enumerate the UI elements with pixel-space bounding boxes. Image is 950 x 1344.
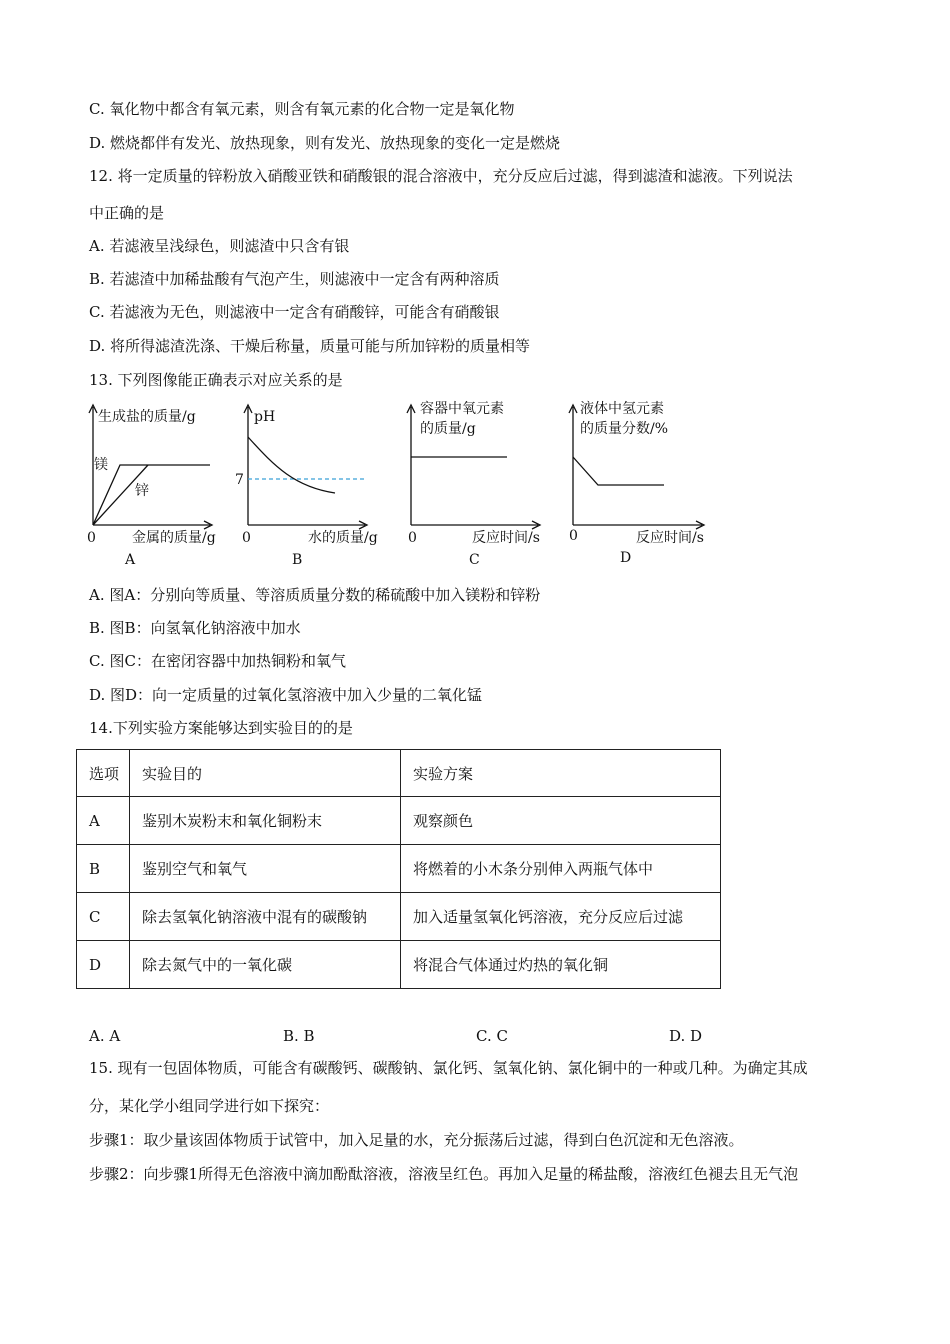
q13-option-b: B. 图B：向氢氧化钠溶液中加水 [89, 619, 301, 637]
graph-b [235, 395, 385, 575]
table-cell-purpose: 鉴别空气和氧气 [130, 845, 401, 893]
q13-option-d: D. 图D：向一定质量的过氧化氢溶液中加入少量的二氧化锰 [89, 686, 483, 704]
graph-a-label: A [125, 552, 136, 568]
q15-step1: 步骤1：取少量该固体物质于试管中，加入足量的水，充分振荡后过滤，得到白色沉淀和无色溶液。 [89, 1131, 744, 1149]
graph-a [80, 395, 230, 575]
graph-c [408, 395, 558, 575]
graph-b-xlabel: 水的质量/g [308, 530, 378, 546]
table-row [77, 893, 721, 941]
graph-c-ylabel-2: 的质量/g [420, 421, 476, 437]
graph-b-origin: 0 [242, 530, 251, 546]
graph-c-label: C [469, 552, 480, 568]
graph-d-label: D [620, 550, 632, 566]
q13-graphs [80, 395, 740, 575]
q11-option-d: D. 燃烧都伴有发光、放热现象，则有发光、放热现象的变化一定是燃烧 [89, 134, 561, 152]
q15-step2: 步骤2：向步骤1所得无色溶液中滴加酚酞溶液，溶液呈红色。再加入足量的稀盐酸，溶液红色褪去且无气泡 [89, 1165, 799, 1183]
q15-stem-line2: 分，某化学小组同学进行如下探究： [89, 1097, 330, 1115]
q12-option-a: A. 若滤液呈浅绿色，则滤渣中只含有银 [89, 237, 350, 255]
q15-stem-line1: 15. 现有一包固体物质，可能含有碳酸钙、碳酸钠、氯化钙、氢氧化钠、氯化铜中的一种或几种。为确定其成 [89, 1059, 808, 1077]
table-header-cell: 实验方案 [401, 750, 721, 797]
table-header-cell: 实验目的 [130, 750, 401, 797]
graph-a-mg-label: 镁 [94, 457, 108, 473]
table-cell-plan: 观察颜色 [401, 797, 721, 845]
table-row [77, 941, 721, 989]
graph-b-ref-tick: 7 [235, 472, 244, 488]
graph-d-origin: 0 [569, 528, 578, 544]
table-cell-plan: 将燃着的小木条分别伸入两瓶气体中 [401, 845, 721, 893]
graph-a-xlabel: 金属的质量/g [132, 530, 216, 546]
graph-b-curve [248, 437, 335, 493]
graph-c-xlabel: 反应时间/s [472, 530, 540, 546]
q11-option-c: C. 氧化物中都含有氧元素，则含有氧元素的化合物一定是氧化物 [89, 100, 515, 118]
graph-b-label: B [292, 552, 303, 568]
graph-a-origin: 0 [87, 530, 96, 546]
q13-stem: 13. 下列图像能正确表示对应关系的是 [89, 371, 343, 389]
q14-stem: 14.下列实验方案能够达到实验目的的是 [89, 719, 353, 737]
graph-c-origin: 0 [408, 530, 417, 546]
q12-option-d: D. 将所得滤渣洗涤、干燥后称量，质量可能与所加锌粉的质量相等 [89, 337, 531, 355]
graph-d [570, 395, 720, 575]
table-cell-option: B [77, 845, 130, 893]
graph-d-xlabel: 反应时间/s [636, 530, 704, 546]
q12-stem-line2: 中正确的是 [89, 204, 165, 222]
graph-b-ylabel: pH [254, 409, 276, 425]
graph-d-ylabel-1: 液体中氢元素 [580, 401, 664, 417]
q12-option-b: B. 若滤渣中加稀盐酸有气泡产生，则滤液中一定含有两种溶质 [89, 270, 500, 288]
q13-option-c: C. 图C：在密闭容器中加热铜粉和氧气 [89, 652, 346, 670]
table-cell-plan: 将混合气体通过灼热的氧化铜 [401, 941, 721, 989]
table-cell-option: A [77, 797, 130, 845]
graph-a-ylabel: 生成盐的质量/g [98, 409, 196, 425]
table-cell-purpose: 除去氮气中的一氧化碳 [130, 941, 401, 989]
q14-choice-c: C. C [476, 1027, 508, 1045]
q12-option-c: C. 若滤液为无色，则滤液中一定含有硝酸锌，可能含有硝酸银 [89, 303, 500, 321]
table-cell-option: D [77, 941, 130, 989]
table-row [77, 845, 721, 893]
q14-choice-b: B. B [283, 1027, 315, 1045]
graph-c-ylabel-1: 容器中氧元素 [420, 401, 504, 417]
table-header-row [77, 750, 721, 797]
table-cell-purpose: 鉴别木炭粉末和氧化铜粉末 [130, 797, 401, 845]
q13-option-a: A. 图A：分别向等质量、等溶质质量分数的稀硫酸中加入镁粉和锌粉 [89, 586, 541, 604]
table-cell-plan: 加入适量氢氧化钙溶液，充分反应后过滤 [401, 893, 721, 941]
graph-a-mg-curve [93, 465, 210, 525]
graph-a-zn-label: 锌 [135, 483, 149, 499]
table-row [77, 797, 721, 845]
q12-stem-line1: 12. 将一定质量的锌粉放入硝酸亚铁和硝酸银的混合溶液中，充分反应后过滤，得到滤渣和滤液。下列说法 [89, 167, 793, 185]
graph-d-curve [573, 457, 664, 485]
q14-choice-d: D. D [669, 1027, 703, 1045]
experiment-table [76, 749, 721, 989]
table-header-cell: 选项 [77, 750, 130, 797]
table-cell-purpose: 除去氢氧化钠溶液中混有的碳酸钠 [130, 893, 401, 941]
graph-d-ylabel-2: 的质量分数/% [580, 421, 669, 437]
table-cell-option: C [77, 893, 130, 941]
q14-choice-a: A. A [89, 1027, 121, 1045]
